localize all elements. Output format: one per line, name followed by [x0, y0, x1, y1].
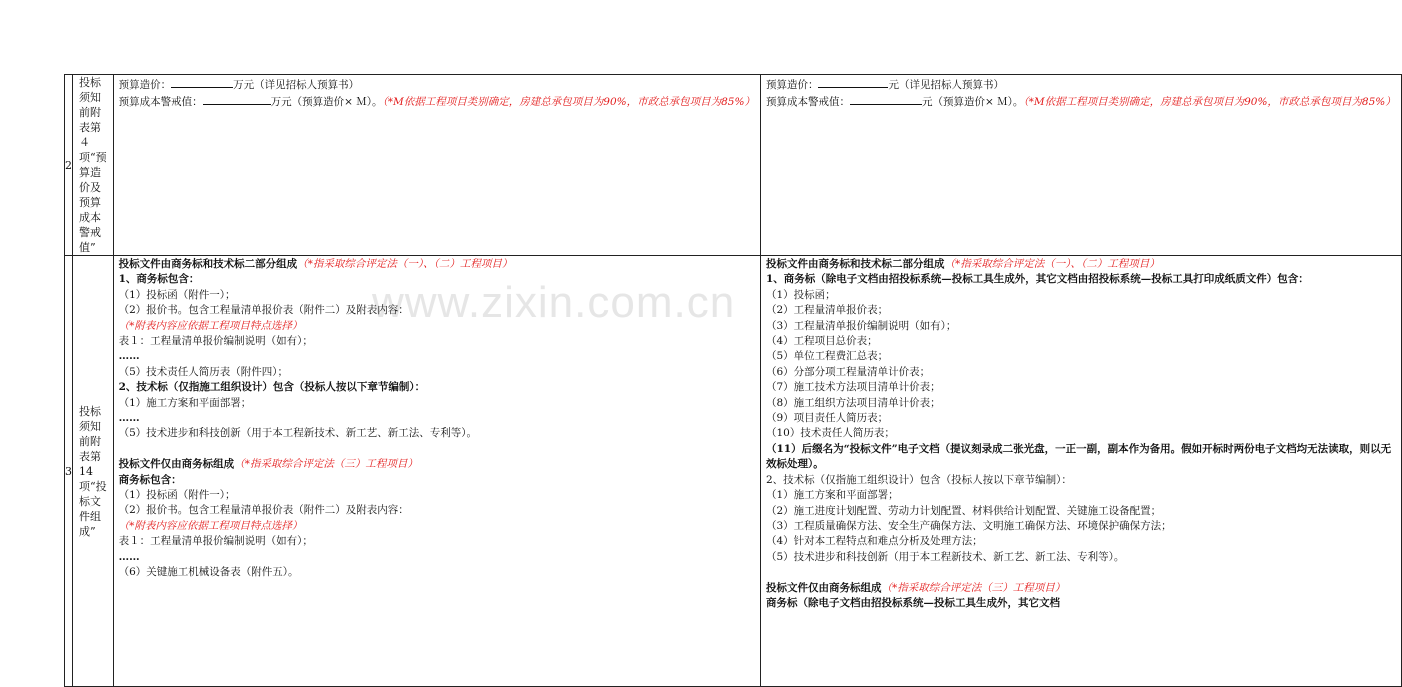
list-item: （3）工程质量确保方法、安全生产确保方法、文明施工确保方法、环境保护确保方法； [765, 519, 1172, 532]
note: （*附表内容应依据工程项目特点选择） [118, 519, 303, 532]
watermark: www.zixin.com.cn [372, 278, 736, 327]
section-heading: 投标文件仅由商务标组成 [118, 458, 235, 471]
budget-suffix: 元（详见招标人预算书） [888, 79, 1004, 91]
section-note: （*指采取综合评定法（一）、（二）工程项目） [944, 258, 1160, 270]
budget-label: 预算造价： [765, 79, 819, 91]
subheading: 1、商务标（除电子文档由招投标系统—投标工具生成外，其它文档由招投标系统—投标工具打印成纸质文件）包含： [765, 273, 1309, 286]
threshold-suffix: 万元（预算造价× Ｍ）。 [270, 96, 383, 109]
list-item: （2）报价书。包含工程量清单报价表（附件二）及附表内容： [118, 504, 409, 517]
row-number: 3 [65, 256, 73, 687]
list-item: （10）技术责任人简历表； [765, 427, 895, 440]
section-note: （*指采取综合评定法（一）、（二）工程项目） [297, 258, 513, 270]
budget-label: 预算造价： [118, 79, 172, 91]
list-item: （1）投标函（附件一）； [118, 288, 236, 301]
list-item: （5）技术进步和科技创新（用于本工程新技术、新工艺、新工法、专利等）。 [765, 550, 1125, 563]
list-item: （3）工程量清单报价编制说明（如有）； [765, 319, 957, 332]
blank-underline [203, 93, 271, 105]
subheading: 2、技术标（仅指施工组织设计）包含（投标人按以下章节编制）： [765, 473, 1072, 486]
requirements-table [64, 74, 1402, 687]
threshold-label: 预算成本警戒值： [118, 96, 203, 109]
list-item: （1）投标函； [765, 288, 836, 301]
section-heading: 投标文件由商务标和技术标二部分组成 [118, 258, 298, 270]
subheading: 商务标（除电子文档由招投标系统—投标工具生成外，其它文档 [765, 596, 1060, 609]
threshold-note: （*M依据工程项目类别确定，房建总承包项目为90%，市政总承包项目为85%） [382, 96, 755, 109]
blank-underline [171, 76, 233, 88]
list-item: （2）工程量清单报价表； [765, 304, 889, 317]
right-content-cell [760, 75, 1401, 256]
list-item: （5）单位工程费汇总表； [765, 350, 889, 363]
row-description: 投标须知前附表第14项“投标文件组成” [73, 256, 114, 687]
blank-underline [818, 76, 888, 88]
threshold-suffix: 元（预算造价× Ｍ）。 [921, 96, 1024, 109]
section-note: （*指采取综合评定法（三）工程项目） [234, 458, 418, 471]
list-item-emphasis: （11）后缀名为“投标文件”电子文档（提议刻录成二张光盘，一正一副，副本作为备用。假如开标时两份电子文档均无法读取，则以无效标处理）。 [765, 442, 1392, 471]
note: （*附表内容应依据工程项目特点选择） [118, 319, 303, 332]
list-item: （4）工程项目总价表； [765, 335, 878, 348]
list-item: 表１：工程量清单报价编制说明（如有）； [118, 535, 313, 548]
list-item: （5）技术责任人简历表（附件四）； [118, 365, 289, 378]
budget-suffix: 万元（详见招标人预算书） [233, 79, 360, 91]
subheading: 1、商务标包含： [118, 273, 200, 286]
list-item: （1）施工方案和平面部署； [118, 396, 252, 409]
list-item: （4）针对本工程特点和难点分析及处理方法； [765, 535, 983, 548]
subheading: 2、技术标（仅指施工组织设计）包含（投标人按以下章节编制）： [118, 381, 426, 394]
list-item: （6）关键施工机械设备表（附件五）。 [118, 566, 299, 579]
list-item: （6）分部分项工程量清单计价表； [765, 365, 931, 378]
row-number: 2 [65, 75, 73, 256]
list-item: （9）项目责任人简历表； [765, 412, 889, 425]
list-item: （5）技术进步和科技创新（用于本工程新技术、新工艺、新工法、专利等）。 [118, 427, 478, 440]
list-item: （8）施工组织方法项目清单计价表； [765, 396, 941, 409]
section-note: （*指采取综合评定法（三）工程项目） [881, 581, 1066, 594]
list-item: （1）投标函（附件一）； [118, 489, 236, 502]
left-content-cell [113, 75, 760, 256]
list-item: 表１：工程量清单报价编制说明（如有）； [118, 335, 313, 348]
subheading: 商务标包含： [118, 473, 182, 486]
threshold-label: 预算成本警戒值： [765, 96, 850, 109]
list-item: （7）施工技术方法项目清单计价表； [765, 381, 941, 394]
section-heading: 投标文件由商务标和技术标二部分组成 [765, 258, 945, 270]
section-heading: 投标文件仅由商务标组成 [765, 581, 882, 594]
list-item: （2）施工进度计划配置、劳动力计划配置、材料供给计划配置、关键施工设备配置； [765, 504, 1162, 517]
threshold-note: （*M依据工程项目类别确定，房建总承包项目为90%，市政总承包项目为85%） [1023, 96, 1396, 109]
right-content-cell [760, 256, 1401, 687]
ellipsis: …… [118, 412, 140, 425]
ellipsis: …… [118, 550, 140, 563]
list-item: （2）报价书。包含工程量清单报价表（附件二）及附表内容： [118, 304, 409, 317]
blank-underline [850, 93, 922, 105]
row-description: 投标须知前附表第４项“预算造价及预算成本警戒值” [73, 75, 114, 256]
ellipsis: …… [118, 350, 140, 363]
list-item: （1）施工方案和平面部署； [765, 489, 899, 502]
table-row [65, 75, 1402, 256]
left-content-cell [113, 256, 760, 687]
table-row [65, 256, 1402, 687]
